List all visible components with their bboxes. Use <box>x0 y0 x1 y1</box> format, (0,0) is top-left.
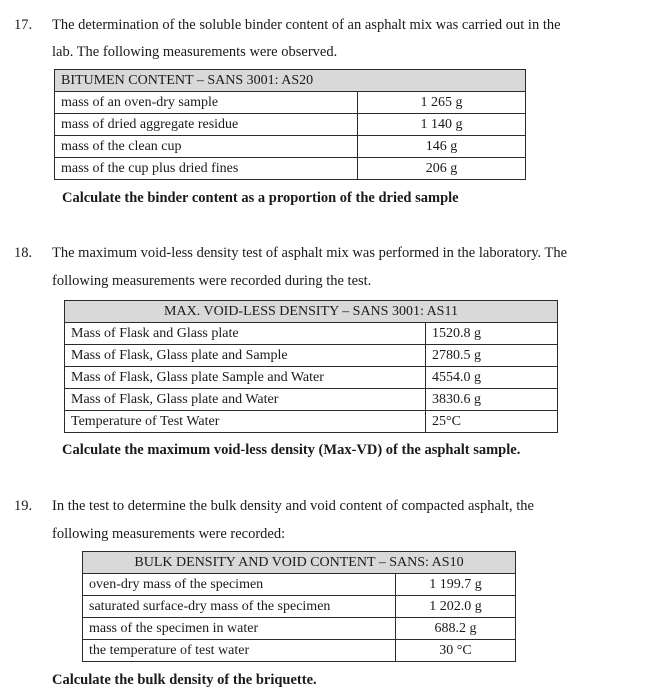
table-row <box>83 618 516 640</box>
question-17-text-line2: lab. The following measurements were observed. <box>52 44 338 60</box>
max-void-less-density-table <box>64 300 558 433</box>
question-18-number: 18. <box>14 245 33 261</box>
row-label: Mass of Flask, Glass plate Sample and Water <box>65 367 426 389</box>
table-header-row <box>55 70 526 92</box>
table-title: BULK DENSITY AND VOID CONTENT – SANS: AS10 <box>83 552 516 574</box>
table-row <box>55 92 526 114</box>
row-label: mass of the specimen in water <box>83 618 396 640</box>
row-label: Mass of Flask and Glass plate <box>65 323 426 345</box>
question-17-instruction: Calculate the binder content as a proportion of the dried sample <box>62 190 459 206</box>
table-row <box>65 389 558 411</box>
table-header-row <box>83 552 516 574</box>
question-18-text-line1: The maximum void-less density test of asphalt mix was performed in the laboratory. The <box>52 245 568 261</box>
question-19-text-line1: In the test to determine the bulk density and void content of compacted asphalt, the <box>52 498 534 514</box>
row-label: Mass of Flask, Glass plate and Water <box>65 389 426 411</box>
row-label: mass of dried aggregate residue <box>55 114 358 136</box>
question-19-text-line2: following measurements were recorded: <box>52 526 286 542</box>
question-17-text-line1: The determination of the soluble binder content of an asphalt mix was carried out in the <box>52 17 561 33</box>
table-row <box>83 596 516 618</box>
row-value: 3830.6 g <box>426 389 558 411</box>
row-label: saturated surface-dry mass of the specimen <box>83 596 396 618</box>
row-label: Temperature of Test Water <box>65 411 426 433</box>
question-19-instruction: Calculate the bulk density of the briquette. <box>52 672 317 688</box>
table-header-row <box>65 301 558 323</box>
row-value: 2780.5 g <box>426 345 558 367</box>
row-value: 1520.8 g <box>426 323 558 345</box>
table-row <box>65 323 558 345</box>
row-value: 30 °C <box>396 640 516 662</box>
bitumen-content-table <box>54 69 526 180</box>
question-18-instruction: Calculate the maximum void-less density (Max-VD) of the asphalt sample. <box>62 442 521 458</box>
row-value: 206 g <box>358 158 526 180</box>
row-label: the temperature of test water <box>83 640 396 662</box>
table-row <box>55 136 526 158</box>
question-18-text-line2: following measurements were recorded during the test. <box>52 273 372 289</box>
table-row <box>65 345 558 367</box>
row-value: 1 140 g <box>358 114 526 136</box>
table-title: BITUMEN CONTENT – SANS 3001: AS20 <box>55 70 526 92</box>
table-row <box>55 158 526 180</box>
row-value: 1 265 g <box>358 92 526 114</box>
row-label: mass of the clean cup <box>55 136 358 158</box>
table-row <box>65 411 558 433</box>
row-label: mass of the cup plus dried fines <box>55 158 358 180</box>
row-value: 1 199.7 g <box>396 574 516 596</box>
table-title: MAX. VOID-LESS DENSITY – SANS 3001: AS11 <box>65 301 558 323</box>
table-row <box>83 640 516 662</box>
row-value: 1 202.0 g <box>396 596 516 618</box>
row-label: Mass of Flask, Glass plate and Sample <box>65 345 426 367</box>
row-value: 688.2 g <box>396 618 516 640</box>
question-19-number: 19. <box>14 498 33 514</box>
row-value: 146 g <box>358 136 526 158</box>
row-value: 25°C <box>426 411 558 433</box>
table-row <box>55 114 526 136</box>
bulk-density-void-content-table <box>82 551 516 662</box>
row-label: oven-dry mass of the specimen <box>83 574 396 596</box>
row-label: mass of an oven-dry sample <box>55 92 358 114</box>
table-row <box>65 367 558 389</box>
question-17-number: 17. <box>14 17 33 33</box>
row-value: 4554.0 g <box>426 367 558 389</box>
table-row <box>83 574 516 596</box>
